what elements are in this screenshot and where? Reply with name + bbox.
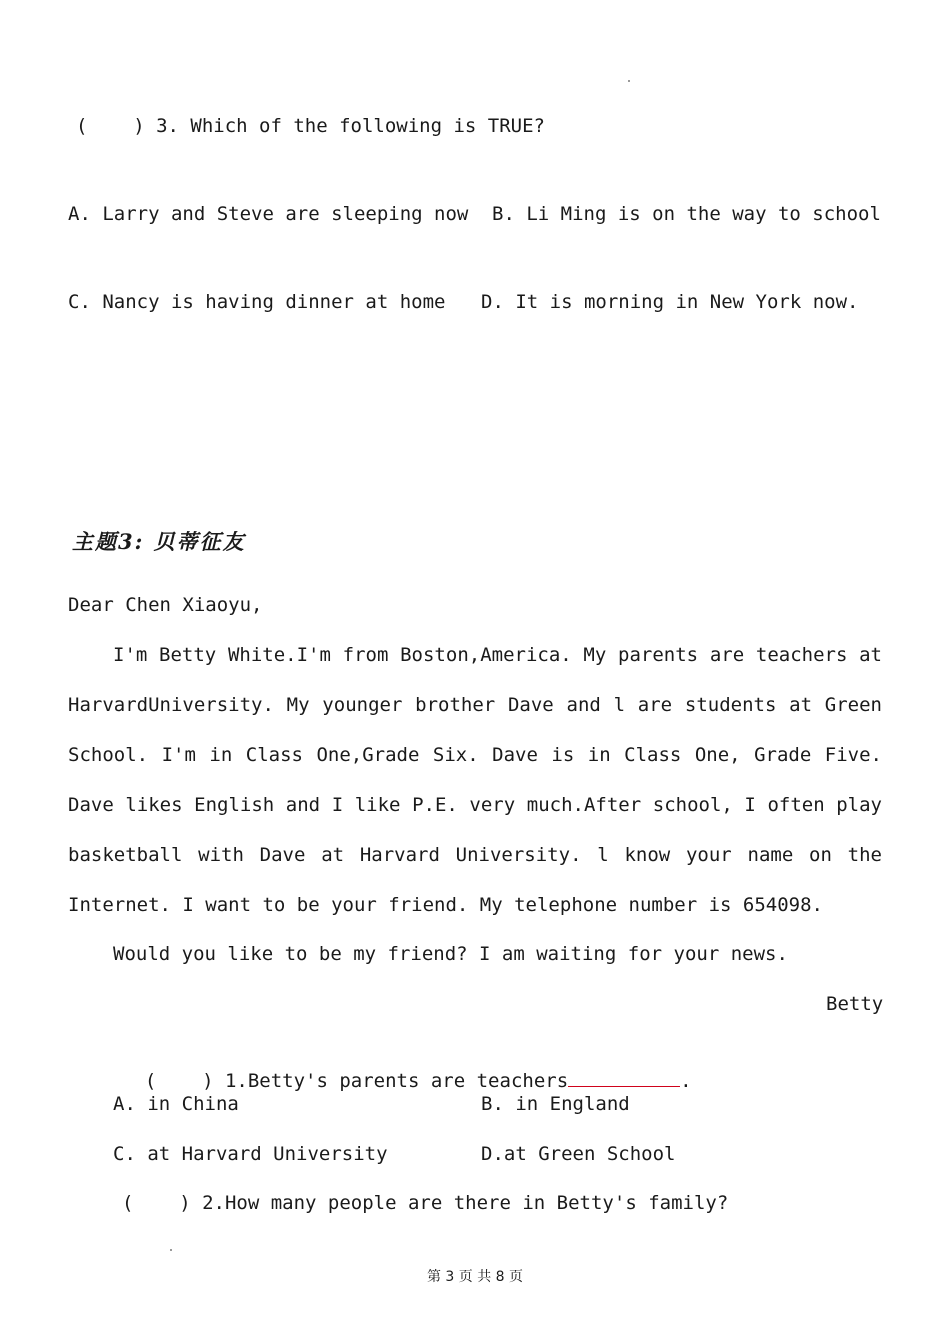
letter-line-2: HarvardUniversity. My younger brother Dave and l are students at Green (68, 694, 882, 716)
question-3-option-d: D. It is morning in New York now. (481, 291, 859, 313)
question-3-stem: ( ) 3. Which of the following is TRUE? (76, 115, 545, 137)
letter-line-1: I'm Betty White.I'm from Boston,America. My parents are teachers at (113, 644, 882, 666)
scan-speck (628, 80, 630, 82)
question-1-option-a: A. in China (113, 1093, 239, 1115)
letter-line-3: School. I'm in Class One,Grade Six. Dave is in Class One, Grade Five. (68, 744, 882, 766)
letter-greeting: Dear Chen Xiaoyu, (68, 594, 263, 616)
question-3-option-c: C. Nancy is having dinner at home (68, 291, 446, 313)
question-1-option-d: D.at Green School (481, 1143, 676, 1165)
question-1-stem (122, 1042, 692, 1093)
question-1-stem-end: . (680, 1070, 692, 1092)
page-footer: 第 3 页 共 8 页 (426, 1269, 524, 1285)
question-1-option-b: B. in England (481, 1093, 630, 1115)
letter-signature: Betty (826, 993, 884, 1015)
answer-blank (568, 1066, 680, 1087)
letter-line-5: basketball with Dave at Harvard University. l know your name on the (68, 844, 882, 866)
question-3-option-b: B. Li Ming is on the way to school (492, 203, 881, 225)
question-3-option-a: A. Larry and Steve are sleeping now (68, 203, 469, 225)
question-2-stem: ( ) 2.How many people are there in Betty's family? (122, 1192, 729, 1214)
letter-line-7: Would you like to be my friend? I am waiting for your news. (113, 943, 788, 965)
scan-speck (170, 1249, 172, 1251)
question-1-option-c: C. at Harvard University (113, 1143, 388, 1165)
letter-line-4: Dave likes English and I like P.E. very much.After school, I often play (68, 794, 882, 816)
question-1-stem-text: ( ) 1.Betty's parents are teachers (144, 1070, 569, 1092)
letter-line-6: Internet. I want to be your friend. My telephone number is 654098. (68, 894, 823, 916)
topic-heading: 主题3: 贝蒂征友 (72, 529, 246, 554)
